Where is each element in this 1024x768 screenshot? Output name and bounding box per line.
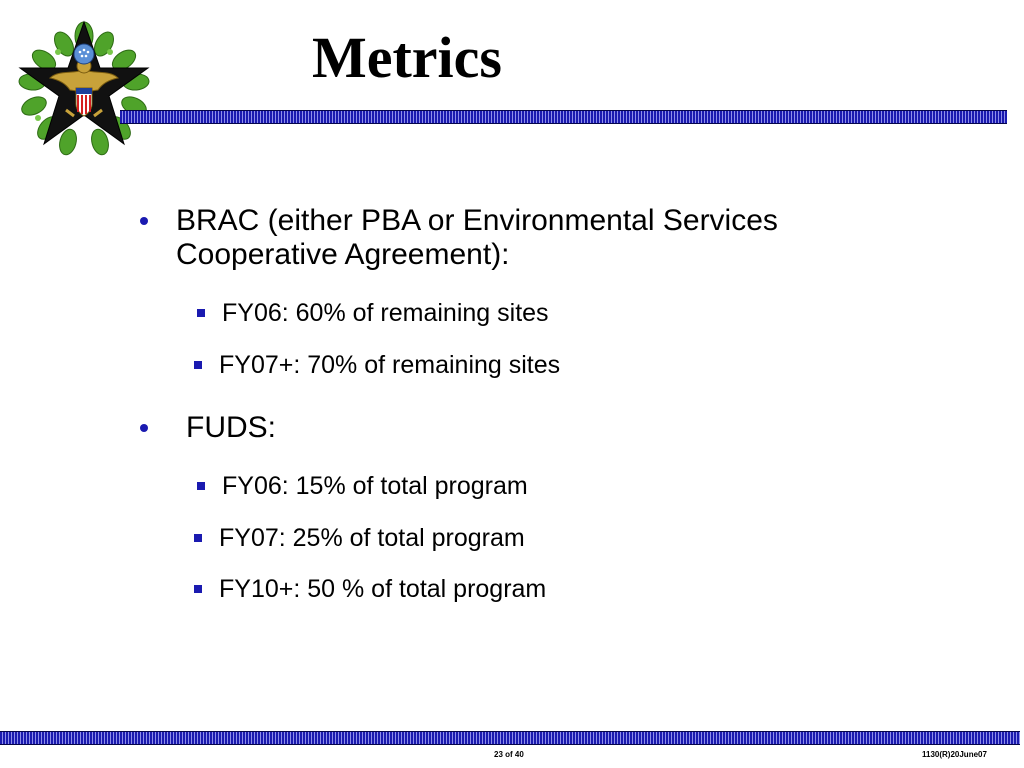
bullet-dot-icon bbox=[140, 217, 148, 225]
sub-bullet-text: FY06: 15% of total program bbox=[222, 472, 528, 500]
sub-bullet bbox=[219, 574, 546, 604]
sub-bullet-text: FY07: 25% of total program bbox=[219, 524, 525, 552]
footer-stripe-band bbox=[0, 731, 1020, 745]
bullet-brac-line1: BRAC (either PBA or Environmental Services bbox=[176, 204, 778, 237]
sub-bullet-text: FY10+: 50 % of total program bbox=[219, 575, 547, 603]
bullet-brac-line2: Cooperative Agreement): bbox=[176, 238, 510, 271]
header-stripe-band bbox=[120, 110, 1007, 124]
bullet-brac bbox=[176, 204, 778, 272]
bullet-dot-icon bbox=[140, 424, 148, 432]
square-bullet-icon bbox=[197, 309, 205, 317]
us-army-star-emblem-icon bbox=[14, 18, 154, 158]
bullet-fuds bbox=[186, 411, 276, 445]
bullet-fuds-line1: FUDS: bbox=[186, 411, 276, 444]
sub-bullet-text: FY07+: 70% of remaining sites bbox=[219, 351, 561, 379]
square-bullet-icon bbox=[194, 361, 202, 369]
sub-bullet bbox=[219, 523, 525, 553]
square-bullet-icon bbox=[197, 482, 205, 490]
sub-bullet bbox=[222, 471, 528, 501]
sub-bullet-text: FY06: 60% of remaining sites bbox=[222, 299, 549, 327]
sub-bullet bbox=[222, 298, 549, 328]
slide-title: Metrics bbox=[312, 25, 502, 90]
page-number: 23 of 40 bbox=[494, 750, 524, 759]
document-code: 1130(R)20June07 bbox=[922, 750, 987, 759]
square-bullet-icon bbox=[194, 534, 202, 542]
sub-bullet bbox=[219, 350, 560, 380]
square-bullet-icon bbox=[194, 585, 202, 593]
